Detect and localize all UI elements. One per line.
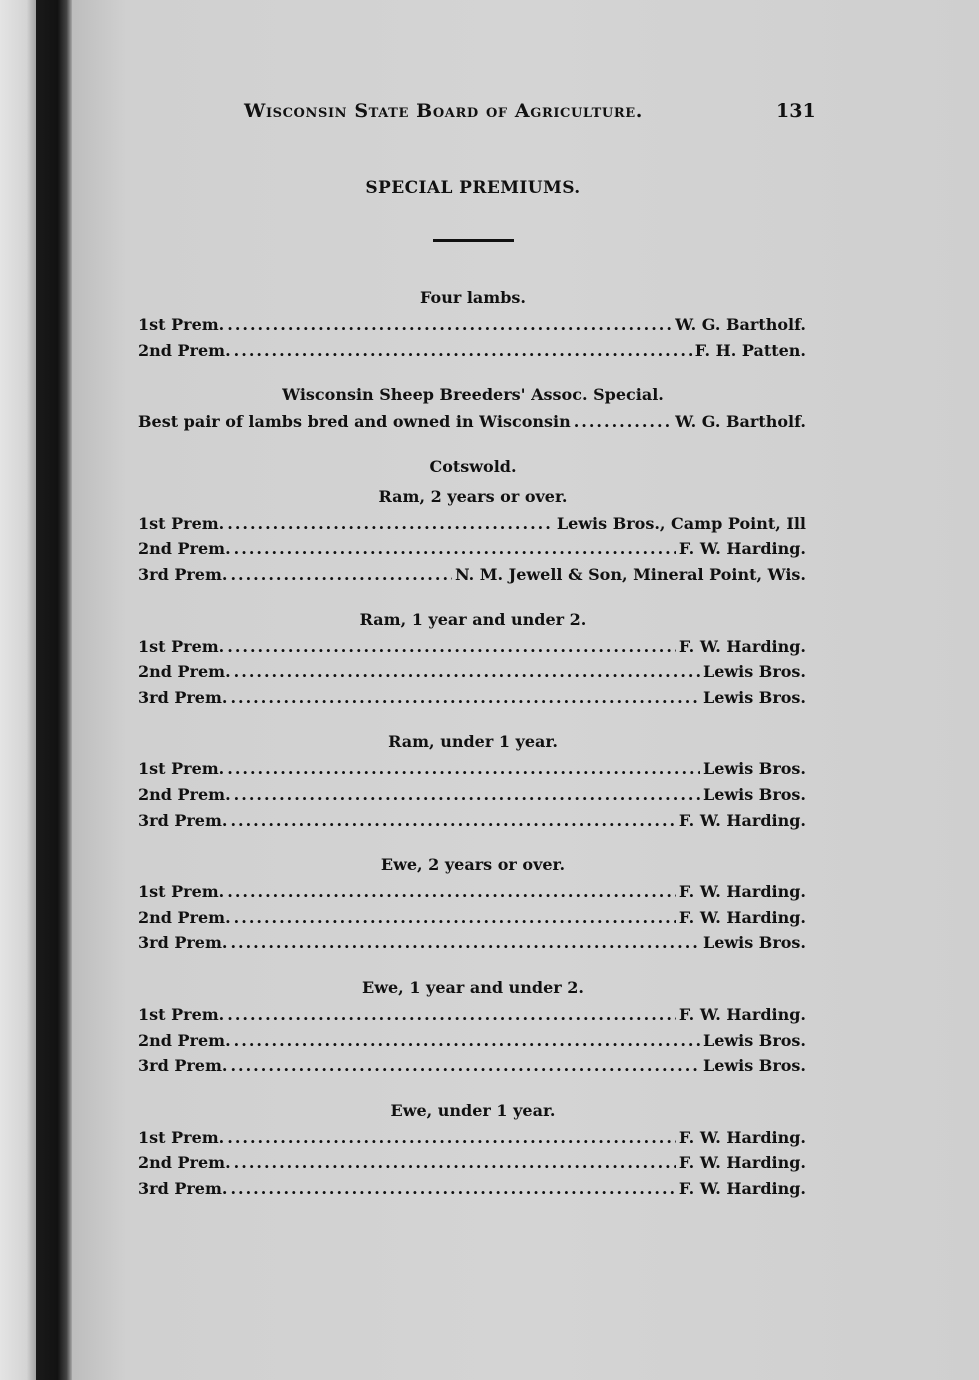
section-heading: Ram, 2 years or over.	[378, 486, 568, 506]
premium-section	[0, 1095, 979, 1202]
dot-leader	[234, 782, 700, 808]
premium-section	[0, 604, 979, 711]
premium-row	[138, 756, 806, 782]
premium-row	[138, 1176, 806, 1202]
premium-winner: F. W. Harding.	[678, 882, 806, 902]
heading-rule	[433, 239, 514, 242]
premium-winner: W. G. Bartholf.	[675, 315, 806, 334]
premium-label: 1st Prem.	[138, 759, 225, 779]
premium-row	[138, 1053, 806, 1079]
section-heading: Ewe, under 1 year.	[390, 1100, 556, 1120]
premium-row	[138, 312, 806, 338]
dot-leader	[234, 1028, 700, 1054]
premium-winner: F. W. Harding.	[678, 907, 806, 927]
premium-row	[138, 808, 806, 834]
premium-winner: F. W. Harding.	[678, 1153, 806, 1173]
section-heading: Four lambs.	[420, 288, 526, 307]
premium-section	[0, 849, 979, 956]
dot-leader	[227, 879, 676, 905]
dot-leader	[230, 685, 699, 711]
premium-row	[138, 905, 806, 931]
premium-winner: F. W. Harding.	[678, 539, 806, 559]
main-heading: SPECIAL PREMIUMS.	[365, 178, 581, 198]
premium-row	[138, 782, 806, 808]
premium-section	[0, 972, 979, 1079]
dot-leader	[227, 1002, 676, 1028]
section-heading: Ewe, 1 year and under 2.	[362, 977, 584, 997]
dot-leader	[234, 659, 700, 685]
dot-leader	[574, 409, 672, 435]
premium-winner: F. W. Harding.	[678, 1004, 806, 1024]
premium-label: 2nd Prem.	[138, 1153, 231, 1173]
premium-section	[0, 481, 979, 588]
running-head	[0, 98, 979, 134]
premium-label: 3rd Prem.	[138, 687, 228, 707]
premium-row	[138, 879, 806, 905]
dot-leader	[234, 1150, 676, 1176]
dot-leader	[234, 536, 676, 562]
premium-label: 1st Prem.	[138, 636, 225, 656]
section-heading: Ram, under 1 year.	[388, 732, 558, 752]
premium-winner: Lewis Bros.	[702, 1056, 806, 1076]
premium-label: 2nd Prem.	[138, 662, 231, 682]
dot-leader	[227, 634, 676, 660]
premium-winner: Lewis Bros.	[702, 784, 806, 804]
premium-row	[138, 685, 806, 711]
premium-winner: Lewis Bros.	[702, 1030, 806, 1050]
premium-winner: F. W. Harding.	[678, 1178, 806, 1198]
premium-winner: F. H. Patten.	[694, 340, 806, 360]
premium-label: 3rd Prem.	[138, 810, 228, 830]
premium-label: 3rd Prem.	[138, 564, 228, 584]
premium-winner: Lewis Bros.	[702, 687, 806, 707]
dot-leader	[234, 338, 692, 364]
section-heading: Ewe, 2 years or over.	[380, 855, 566, 875]
dot-leader	[227, 511, 554, 537]
premium-row	[138, 562, 806, 588]
premium-section	[0, 726, 979, 833]
running-head-title: Wisconsin State Board of Agriculture.	[244, 100, 643, 122]
section-heading: Cotswold.	[429, 456, 517, 476]
premium-label: 2nd Prem.	[138, 340, 231, 360]
section-heading: Wisconsin Sheep Breeders' Assoc. Special.	[282, 385, 664, 405]
premium-row	[138, 536, 806, 562]
premium-label: 1st Prem.	[138, 513, 225, 533]
premium-label: 2nd Prem.	[138, 784, 231, 804]
premium-winner: Lewis Bros.	[702, 662, 806, 682]
dot-leader	[227, 1125, 676, 1151]
premium-winner: F. W. Harding.	[678, 636, 806, 656]
premium-label: 3rd Prem.	[138, 933, 228, 953]
dot-leader	[230, 930, 699, 956]
premium-label: 1st Prem.	[138, 315, 225, 334]
premium-label: 3rd Prem.	[138, 1056, 228, 1076]
premium-winner: F. W. Harding.	[678, 810, 806, 830]
page-number: 131	[776, 100, 816, 122]
premium-row	[138, 1028, 806, 1054]
dot-leader	[227, 756, 700, 782]
premium-section	[0, 379, 979, 435]
premium-label: 1st Prem.	[138, 1127, 225, 1147]
premium-label: 2nd Prem.	[138, 907, 231, 927]
premium-list	[0, 282, 979, 1217]
premium-row	[138, 338, 806, 364]
premium-row	[138, 1150, 806, 1176]
premium-row	[138, 659, 806, 685]
premium-winner: Lewis Bros.	[702, 933, 806, 953]
premium-row	[138, 511, 806, 537]
premium-row	[138, 634, 806, 660]
premium-label: 1st Prem.	[138, 882, 225, 902]
premium-winner: Lewis Bros., Camp Point, Ill	[556, 513, 806, 533]
premium-label: 3rd Prem.	[138, 1178, 228, 1198]
premium-winner: F. W. Harding.	[678, 1127, 806, 1147]
premium-row	[138, 1002, 806, 1028]
premium-section	[0, 451, 979, 481]
dot-leader	[230, 1053, 699, 1079]
premium-winner: N. M. Jewell & Son, Mineral Point, Wis.	[455, 564, 806, 584]
premium-winner: Lewis Bros.	[702, 759, 806, 779]
premium-label: Best pair of lambs bred and owned in Wisconsin	[138, 412, 571, 432]
dot-leader	[227, 312, 672, 338]
dot-leader	[230, 562, 452, 588]
premium-label: 2nd Prem.	[138, 539, 231, 559]
dot-leader	[234, 905, 676, 931]
premium-winner: W. G. Bartholf.	[675, 412, 806, 432]
premium-label: 2nd Prem.	[138, 1030, 231, 1050]
premium-label: 1st Prem.	[138, 1004, 225, 1024]
section-heading: Ram, 1 year and under 2.	[359, 609, 587, 629]
premium-row	[138, 930, 806, 956]
premium-row	[138, 1125, 806, 1151]
premium-row	[138, 409, 806, 435]
dot-leader	[230, 808, 675, 834]
premium-section	[0, 282, 979, 363]
dot-leader	[230, 1176, 675, 1202]
